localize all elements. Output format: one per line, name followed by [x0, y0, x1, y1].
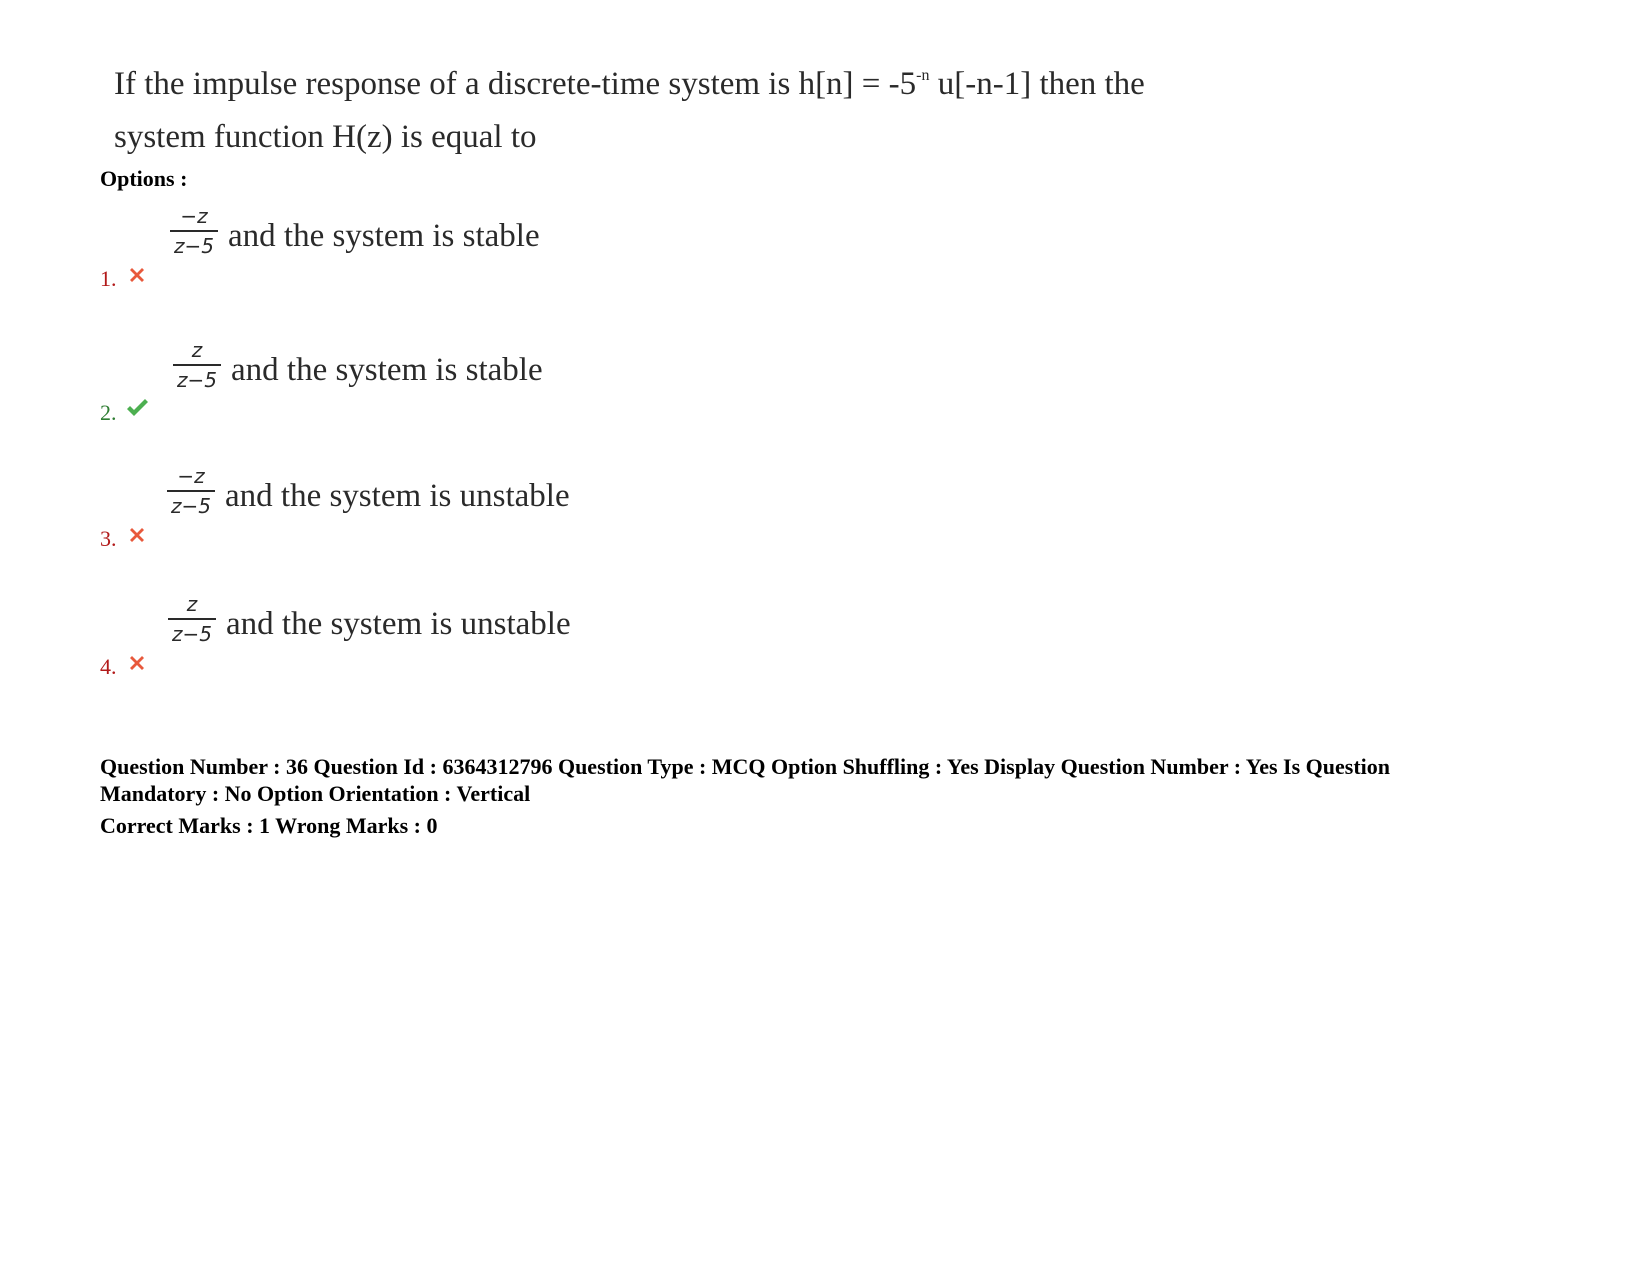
cross-icon — [126, 524, 148, 546]
option-3 — [100, 460, 800, 560]
option-number: 2. — [100, 400, 117, 425]
fraction: z z−5 — [173, 339, 221, 391]
cross-icon — [126, 652, 148, 674]
fraction: z z−5 — [168, 593, 216, 645]
option-1 — [100, 200, 800, 300]
question-text — [114, 58, 1234, 164]
marks-info: Correct Marks : 1 Wrong Marks : 0 — [100, 813, 438, 838]
option-number: 1. — [100, 266, 117, 291]
option-text: and the system is unstable — [226, 606, 571, 642]
option-number: 4. — [100, 654, 117, 679]
option-text: and the system is stable — [231, 352, 543, 388]
option-text: and the system is stable — [228, 218, 540, 254]
question-line-1: If the impulse response of a discrete-time system is $h[n] = -5^{-n}$ u[-n-1] then the — [114, 66, 1145, 102]
options-label: Options : — [100, 166, 188, 191]
check-icon — [125, 397, 149, 419]
fraction: −z z−5 — [167, 465, 215, 517]
option-number: 3. — [100, 526, 117, 551]
question-line-2: system function H(z) is equal to — [114, 119, 537, 155]
option-2 — [100, 334, 800, 434]
option-text: and the system is unstable — [225, 478, 570, 514]
question-metadata: Question Number : 36 Question Id : 6364312796 Question Type : MCQ Option Shuffling : Yes Display Question Number : Yes Is Question Mandatory : No Option Orientation : Vertical — [100, 754, 1390, 806]
option-4 — [100, 588, 800, 688]
fraction: −z z−5 — [170, 205, 218, 257]
exponent: -n — [916, 67, 930, 84]
cross-icon — [126, 264, 148, 286]
